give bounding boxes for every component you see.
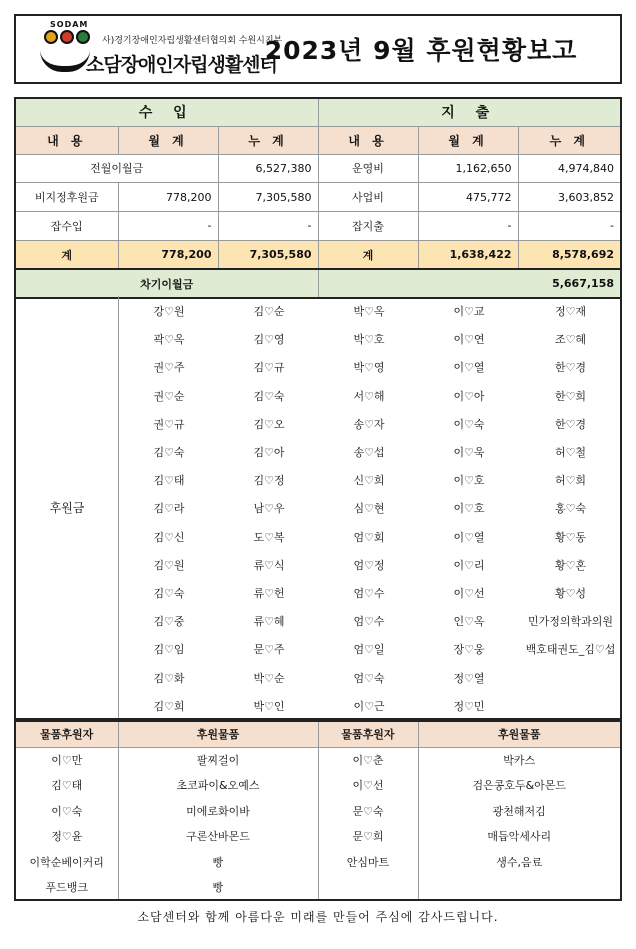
donor-name: 민가정의학과의원 <box>527 615 613 629</box>
donor-name: 김♡숙 <box>253 389 285 403</box>
balance-label: 차기이월금 <box>15 269 318 298</box>
goods-item: 검은콩호두&아몬드 <box>418 773 621 799</box>
expense-total: - <box>518 212 621 241</box>
income-item: 비지정후원금 <box>15 183 118 212</box>
goods-row <box>15 798 621 824</box>
income-total-sum: 7,305,580 <box>218 240 318 269</box>
donor-name: 김♡중 <box>153 615 185 629</box>
donor-name: 엄♡회 <box>353 530 385 544</box>
expense-month: 475,772 <box>418 183 518 212</box>
donor-section <box>14 296 622 720</box>
goods-item: 빵 <box>118 875 318 901</box>
donor-name: 이♡리 <box>453 558 485 572</box>
income-item: 전월이월금 <box>15 154 218 183</box>
logo-association-text: 사)경기장애인자립생활센터협의회 수원시지부 <box>102 36 283 46</box>
donor-name: 김♡규 <box>253 361 285 375</box>
donor-name: 권♡규 <box>153 417 185 431</box>
goods-row <box>15 773 621 799</box>
expense-item: 운영비 <box>318 154 418 183</box>
col-header: 누 계 <box>518 126 621 154</box>
donor-name: 김♡숙 <box>153 446 185 460</box>
expense-total: 4,974,840 <box>518 154 621 183</box>
goods-donor: 이♡선 <box>318 773 418 799</box>
col-header: 내 용 <box>318 126 418 154</box>
donor-name: 이♡아 <box>453 389 485 403</box>
donor-name: 백호태권도_김♡섭 <box>525 643 616 657</box>
income-month: - <box>118 212 218 241</box>
donor-name: 김♡화 <box>153 671 185 685</box>
donor-name: 김♡정 <box>253 474 285 488</box>
donor-name <box>519 663 622 691</box>
donor-name: 류♡식 <box>253 558 285 572</box>
goods-donor: 이♡만 <box>15 747 118 773</box>
sodam-logo <box>16 16 283 82</box>
expense-total: 3,603,852 <box>518 183 621 212</box>
donor-name: 박♡호 <box>353 333 385 347</box>
income-total-label: 계 <box>15 240 118 269</box>
donor-name: 이♡숙 <box>453 417 485 431</box>
donor-name: 심♡현 <box>353 502 385 516</box>
donor-name: 박♡옥 <box>353 305 385 319</box>
goods-row <box>15 849 621 875</box>
donor-name: 이♡연 <box>453 333 485 347</box>
balance-value: 5,667,158 <box>318 269 621 298</box>
report-header <box>14 14 622 84</box>
expense-item: 잡지출 <box>318 212 418 241</box>
expense-total-sum: 8,578,692 <box>518 240 621 269</box>
donor-name: 김♡태 <box>153 474 185 488</box>
logo-circles-icon <box>44 30 90 44</box>
donor-name: 이♡욱 <box>453 446 485 460</box>
donor-name: 권♡순 <box>153 389 185 403</box>
donor-name: 정♡재 <box>554 305 587 319</box>
income-month-sum: 778,200 <box>118 240 218 269</box>
donor-name: 신♡희 <box>353 474 385 488</box>
donor-name: 이♡열 <box>453 530 485 544</box>
donor-name: 한♡희 <box>554 389 587 403</box>
donor-name: 박♡영 <box>353 361 385 375</box>
donor-name <box>519 692 622 720</box>
donor-name: 김♡원 <box>153 558 185 572</box>
expense-section-header: 지 출 <box>318 98 621 126</box>
goods-donor: 안심마트 <box>318 849 418 875</box>
donor-name: 김♡라 <box>153 502 185 516</box>
goods-item: 팔찌걸이 <box>118 747 318 773</box>
donor-name: 한♡경 <box>554 417 587 431</box>
donor-name: 이♡근 <box>353 699 385 713</box>
income-total: 6,527,380 <box>218 154 318 183</box>
donor-name: 황♡성 <box>554 586 587 600</box>
goods-item: 미에로화이바 <box>118 798 318 824</box>
goods-item <box>418 875 621 901</box>
donor-name: 도♡복 <box>253 530 285 544</box>
goods-donor: 정♡윤 <box>15 824 118 850</box>
balance-row <box>15 269 621 298</box>
donor-name: 이♡열 <box>453 361 485 375</box>
donor-name: 박♡순 <box>253 671 285 685</box>
goods-donor: 이♡숙 <box>15 798 118 824</box>
donor-name: 김♡순 <box>253 305 285 319</box>
goods-donor: 푸드뱅크 <box>15 875 118 901</box>
donor-name: 송♡섭 <box>353 446 385 460</box>
goods-item: 광천해저김 <box>418 798 621 824</box>
page-title: 2023년 9월 후원현황보고 <box>264 36 578 65</box>
goods-donor: 문♡숙 <box>318 798 418 824</box>
goods-item: 빵 <box>118 849 318 875</box>
goods-donor <box>318 875 418 901</box>
expense-month: 1,162,650 <box>418 154 518 183</box>
donor-name: 김♡임 <box>153 643 185 657</box>
donor-name: 정♡민 <box>453 699 485 713</box>
donor-name: 이♡교 <box>453 305 485 319</box>
table-row <box>15 154 621 183</box>
expense-month-sum: 1,638,422 <box>418 240 518 269</box>
goods-donor: 이♡춘 <box>318 747 418 773</box>
donor-name: 김♡숙 <box>153 586 185 600</box>
goods-item-header: 후원물품 <box>118 721 318 747</box>
logo-brand-text: SODAM <box>50 20 89 29</box>
goods-row <box>15 747 621 773</box>
expense-month: - <box>418 212 518 241</box>
goods-row <box>15 824 621 850</box>
income-month: 778,200 <box>118 183 218 212</box>
goods-row <box>15 875 621 901</box>
donor-name: 조♡혜 <box>554 333 587 347</box>
donor-name: 강♡원 <box>153 305 185 319</box>
donor-name: 엄♡정 <box>353 558 385 572</box>
goods-item: 박카스 <box>418 747 621 773</box>
summary-table <box>14 97 622 299</box>
donor-name: 김♡신 <box>153 530 185 544</box>
goods-item: 매듭악세사리 <box>418 824 621 850</box>
donor-name: 서♡해 <box>353 389 385 403</box>
donor-name: 엄♡수 <box>353 615 385 629</box>
donor-name: 이♡호 <box>453 502 485 516</box>
donor-name: 황♡혼 <box>554 558 587 572</box>
goods-item-header: 후원물품 <box>418 721 621 747</box>
donor-name-grid <box>119 296 622 718</box>
goods-item: 초코파이&오예스 <box>118 773 318 799</box>
goods-donor: 이학순베이커리 <box>15 849 118 875</box>
col-header: 월 계 <box>418 126 518 154</box>
donor-name: 김♡희 <box>153 699 185 713</box>
donor-name: 허♡철 <box>554 446 587 460</box>
donor-name: 이♡호 <box>453 474 485 488</box>
donor-name: 장♡웅 <box>453 643 485 657</box>
donor-name: 곽♡옥 <box>153 333 185 347</box>
goods-donor-header: 물품후원자 <box>318 721 418 747</box>
thank-you-footer: 소담센터와 함께 아름다운 미래를 만들어 주심에 감사드립니다. <box>137 910 499 924</box>
donor-label: 후원금 <box>16 296 119 718</box>
logo-swoosh-icon <box>40 50 90 72</box>
income-total: 7,305,580 <box>218 183 318 212</box>
income-item: 잡수입 <box>15 212 118 241</box>
donor-name: 김♡영 <box>253 333 285 347</box>
income-total: - <box>218 212 318 241</box>
donor-name: 황♡동 <box>554 530 587 544</box>
donor-name: 엄♡수 <box>353 586 385 600</box>
donor-name: 한♡경 <box>554 361 587 375</box>
donor-name: 엄♡숙 <box>353 671 385 685</box>
donor-name: 허♡희 <box>554 474 587 488</box>
goods-item: 구론산바몬드 <box>118 824 318 850</box>
donor-name: 류♡혜 <box>253 615 285 629</box>
donor-name: 남♡우 <box>253 502 285 516</box>
income-section-header: 수 입 <box>15 98 318 126</box>
goods-donor: 김♡태 <box>15 773 118 799</box>
donor-name: 송♡자 <box>353 417 385 431</box>
col-header: 누 계 <box>218 126 318 154</box>
donor-name: 류♡헌 <box>253 586 285 600</box>
table-row <box>15 183 621 212</box>
donor-name: 박♡인 <box>253 699 285 713</box>
donor-name: 이♡선 <box>453 586 485 600</box>
total-row <box>15 240 621 269</box>
goods-table <box>14 720 622 901</box>
expense-item: 사업비 <box>318 183 418 212</box>
expense-total-label: 계 <box>318 240 418 269</box>
donor-name: 홍♡숙 <box>554 502 587 516</box>
goods-donor-header: 물품후원자 <box>15 721 118 747</box>
goods-item: 생수,음료 <box>418 849 621 875</box>
col-header: 월 계 <box>118 126 218 154</box>
goods-donor: 문♡희 <box>318 824 418 850</box>
donor-name: 김♡오 <box>253 417 285 431</box>
donor-name: 엄♡일 <box>353 643 385 657</box>
logo-center-name: 소담장애인자립생활센터 <box>86 54 277 76</box>
donor-name: 권♡주 <box>153 361 185 375</box>
table-row <box>15 212 621 241</box>
donor-name: 김♡아 <box>253 446 285 460</box>
donor-name: 정♡열 <box>453 671 485 685</box>
donor-name: 문♡주 <box>253 643 285 657</box>
donor-name: 인♡옥 <box>453 615 485 629</box>
col-header: 내 용 <box>15 126 118 154</box>
